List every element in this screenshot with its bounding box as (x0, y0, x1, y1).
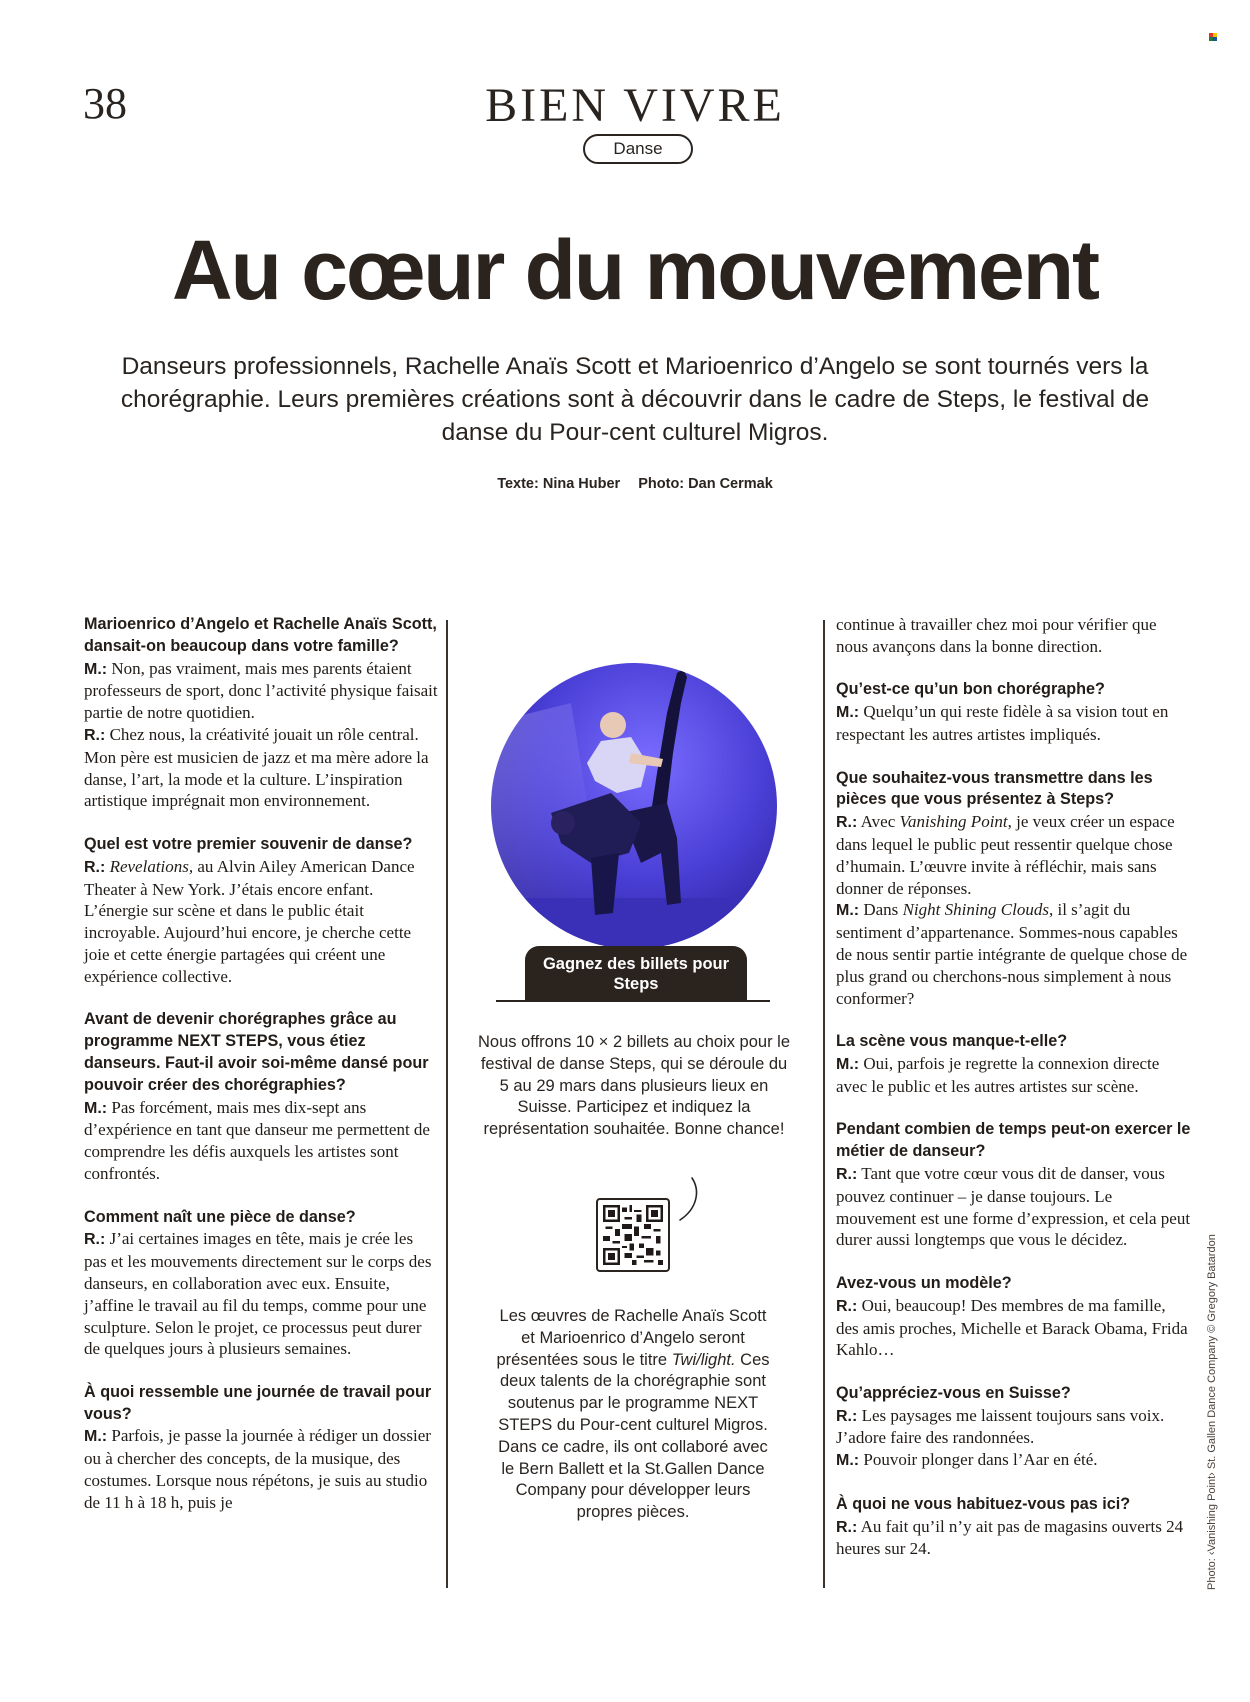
question: La scène vous manque-t-elle? (836, 1032, 1068, 1051)
page-number: 38 (83, 79, 127, 128)
qa-block (836, 768, 1191, 1010)
answer-text: Parfois, je passe la journée à rédiger un dossier ou à chercher des concepts, de la musique, des costumes. Lorsque nous répétons, je suis au studio de 11 h à 18 h, puis je (84, 1426, 431, 1512)
speaker: M.: (836, 704, 860, 722)
qa-block (836, 679, 1191, 745)
answer-text: , je veux créer un espace dans lequel le public peut ressentir quelque chose d’humain. L’œuvre invite à réfléchir, mais sans donner de réponses. (836, 812, 1175, 898)
qa-block (836, 1383, 1191, 1472)
dancers-illustration (491, 663, 777, 949)
answer-text: , il s’agit du sentiment d’appartenance. Sommes-nous capables de nous sentir partie intégrante de quelque chose de plus grand ou cherchons-nous simplement à nous conformer? (836, 900, 1188, 1008)
left-column (84, 614, 439, 1535)
speaker: M.: (84, 660, 108, 678)
qa-block (836, 1119, 1191, 1251)
answer (84, 856, 439, 988)
work-title: Revelations, (105, 856, 194, 876)
speaker: M.: (836, 1452, 860, 1470)
qa-block (836, 1031, 1191, 1097)
question: Avant de devenir chorégraphes grâce au programme NEXT STEPS, vous étiez danseurs. Faut-il avoir soi-même dansé pour pouvoir créer des chorégraphies? (84, 1010, 429, 1094)
qa-block (84, 614, 439, 812)
answer-text: Chez nous, la créativité jouait un rôle central. Mon père est musicien de jazz et ma mère adore la danse, l’art, la mode et la culture. L’inspiration artistique imprégnait mon environnement. (84, 724, 429, 811)
photo-credit-byline: Photo: Dan Cermak (638, 476, 773, 492)
answer (836, 1053, 1191, 1098)
arrow-scribble-icon (678, 1176, 702, 1224)
speaker: R.: (836, 1297, 858, 1315)
byline (0, 476, 1250, 492)
question: À quoi ne vous habituez-vous pas ici? (836, 1494, 1131, 1513)
question: Que souhaitez-vous transmettre dans les pièces que vous présentez à Steps? (836, 768, 1153, 809)
contest-text: Nous offrons 10 × 2 billets au choix pour le festival de danse Steps, qui se déroule du 5 au 29 mars dans plusieurs lieux en Suisse. Participez et indiquez la représentation souhaitée. Bonne chance! (478, 1033, 791, 1139)
headline: Au cœur du mouvement (171, 223, 1099, 317)
qr-code[interactable] (596, 1198, 670, 1272)
answer (836, 811, 1191, 899)
answer (84, 724, 439, 812)
answer (836, 1163, 1191, 1251)
answer (836, 899, 1191, 1009)
answer-text: Tant que votre cœur vous dit de danser, vous pouvez continuer – je danse toujours. Le mouvement est une forme d’expression, et cela peut durer aussi longtemps que vous le décidez. (836, 1163, 1191, 1250)
right-column (836, 614, 1191, 1582)
answer-text: Oui, parfois je regrette la connexion directe avec le public et les autres artistes sur scène. (836, 1053, 1160, 1096)
rubric-badge: Danse (583, 134, 693, 164)
answer (836, 1449, 1191, 1472)
section-title: BIEN VIVRE (485, 79, 785, 132)
work-title: Night Shining Clouds (902, 900, 1049, 920)
works-text: Ces deux talents de la chorégraphie sont soutenus par le programme NEXT STEPS du Pour-cent culturel Migros. Dans ce cadre, ils ont collaboré avec le Bern Ballett et la St.Gallen Dance Company pour développer leurs propres pièces. (498, 1350, 770, 1522)
speaker: M.: (836, 902, 860, 920)
answer (84, 1097, 439, 1185)
speaker: M.: (84, 1428, 108, 1446)
answer-text: Les paysages me laissent toujours sans voix. J’adore faire des randonnées. (836, 1405, 1165, 1448)
qa-block (84, 1207, 439, 1361)
question: Qu’est-ce qu’un bon chorégraphe? (836, 680, 1105, 699)
question: Comment naît une pièce de danse? (84, 1207, 356, 1226)
question: Marioenrico d’Angelo et Rachelle Anaïs Scott, dansait-on beaucoup dans votre famille? (84, 615, 437, 655)
speaker: R.: (84, 726, 106, 744)
column-divider (823, 620, 825, 1588)
lead-paragraph: Danseurs professionnels, Rachelle Anaïs Scott et Marioenrico d’Angelo se sont tournés vers la chorégraphie. Leurs premières créations sont à découvrir dans le cadre de Steps, le festival de danse du Pour-cent culturel Migros. (120, 353, 1150, 446)
speaker: R.: (84, 1231, 106, 1249)
speaker: M.: (836, 1055, 860, 1073)
ticket-contest-tab: Gagnez des billets pour Steps (525, 946, 747, 1002)
speaker: R.: (836, 814, 858, 832)
answer-text: Pouvoir plonger dans l’Aar en été. (859, 1450, 1098, 1470)
works-description (495, 1306, 771, 1524)
answer (84, 658, 439, 724)
answer (84, 1425, 439, 1513)
speaker: M.: (84, 1099, 108, 1117)
answer (84, 1228, 439, 1360)
question: À quoi ressemble une journée de travail pour vous? (84, 1382, 432, 1423)
answer-text: Dans (859, 900, 903, 920)
answer-text: Quelqu’un qui reste fidèle à sa vision tout en respectant les autres artistes impliqués. (836, 702, 1169, 744)
answer (836, 1516, 1191, 1561)
answer-text: Oui, beaucoup! Des membres de ma famille, des amis proches, Michelle et Barack Obama, Frida Kahlo… (836, 1295, 1188, 1360)
question: Quel est votre premier souvenir de danse? (84, 834, 413, 853)
answer (836, 701, 1191, 746)
speaker: R.: (836, 1407, 858, 1425)
qa-block (84, 1382, 439, 1514)
works-text: Les œuvres de Rachelle Anaïs Scott et Marioenrico d’Angelo seront présentées sous le titre (496, 1307, 767, 1369)
answer-text: Non, pas vraiment, mais mes parents étaient professeurs de sport, donc l’activité physique faisait partie de notre quotidien. (84, 658, 438, 723)
answer (836, 1295, 1191, 1361)
question: Pendant combien de temps peut-on exercer le métier de danseur? (836, 1120, 1191, 1161)
answer (836, 1405, 1191, 1450)
qa-block (836, 1273, 1191, 1361)
dancers-photo (491, 663, 777, 949)
qa-block (836, 1494, 1191, 1560)
work-title: Twi/light. (671, 1350, 736, 1369)
text-credit: Texte: Nina Huber (497, 476, 621, 492)
answer-text: au Alvin Ailey American Dance Theater à New York. J’étais encore enfant. L’énergie sur scène et dans le public était incroyable. Aujourd’hui encore, je cherche cette joie et cette énergie partagées qui créent une expérience collective. (84, 856, 415, 986)
work-title: Vanishing Point (899, 812, 1008, 832)
qr-code-icon (603, 1205, 663, 1265)
question: Avez-vous un modèle? (836, 1273, 1012, 1292)
qa-block (84, 1009, 439, 1184)
answer-text: Avec (857, 812, 900, 832)
qa-block (84, 834, 439, 988)
continued-text: continue à travailler chez moi pour vérifier que nous avançons dans la bonne direction. (836, 615, 1157, 656)
speaker: R.: (836, 1518, 858, 1536)
answer-text: J’ai certaines images en tête, mais je crée les pas et les mouvements directement sur le corps des danseurs, en collaboration avec eux. Ensuite, j’affine le travail au fil du temps, comme pour une sculpture. Selon le projet, ce processus peut durer de quelques jours à plusieurs semaines. (84, 1229, 432, 1359)
answer-text: Au fait qu’il n’y ait pas de magasins ouverts 24 heures sur 24. (836, 1516, 1184, 1559)
question: Qu’appréciez-vous en Suisse? (836, 1383, 1071, 1402)
speaker: R.: (84, 858, 106, 876)
tab-underline (496, 1000, 770, 1002)
speaker: R.: (836, 1165, 858, 1183)
photo-credit-vertical: Photo: ‹Vanishing Point› St. Gallen Dance Company © Gregory Batardon (1206, 1234, 1218, 1590)
corner-mark (1209, 33, 1217, 41)
answer-text: Pas forcément, mais mes dix-sept ans d’expérience en tant que danseur me permettent de comprendre les défis auxquels les artistes sont confrontés. (84, 1097, 430, 1183)
column-divider (446, 620, 448, 1588)
